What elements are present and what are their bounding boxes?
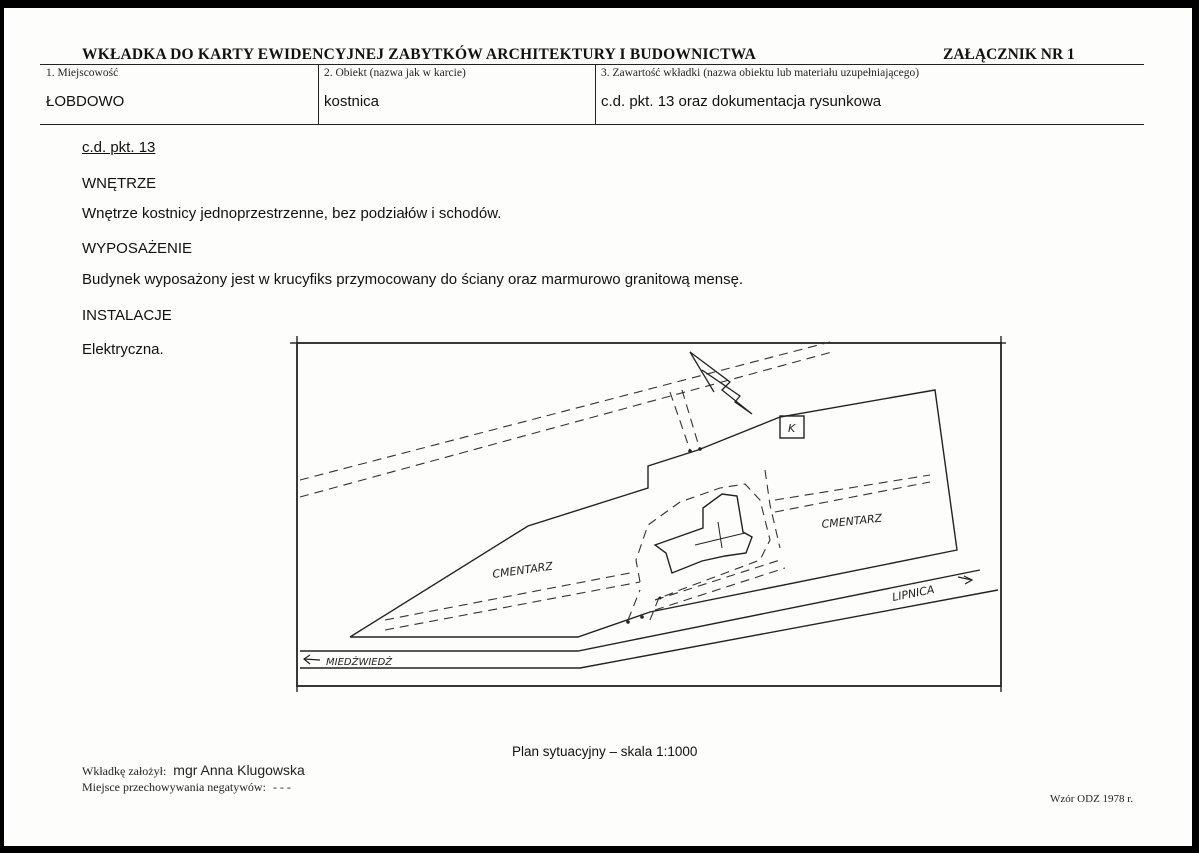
plan-label-building: K (788, 422, 796, 435)
installations-text: Elektryczna. (82, 341, 164, 358)
field-label-contents: 3. Zawartość wkładki (nazwa obiektu lub materiału uzupełniającego) (601, 67, 920, 79)
author-name: mgr Anna Klugowska (173, 762, 305, 778)
annex-number: ZAŁĄCZNIK NR 1 (943, 46, 1075, 63)
plan-frame (297, 343, 1001, 686)
equipment-text: Budynek wyposażony jest w krucyfiks przymocowany do ściany oraz marmurowo granitową mensę. (82, 271, 744, 288)
plan-label-road-right: LIPNICA (891, 583, 936, 604)
field-label-locality: 1. Miejscowość (46, 67, 119, 79)
negatives-label: Miejsce przechowywania negatywów: (82, 780, 266, 794)
installations-heading: INSTALACJE (82, 307, 172, 324)
document-title: WKŁADKA DO KARTY EWIDENCYJNEJ ZABYTKÓW ARCHITEKTURY I BUDOWNICTWA (82, 46, 757, 63)
north-arrow-symbol (690, 352, 752, 414)
field-label-object: 2. Obiekt (nazwa jak w karcie) (324, 67, 466, 79)
interior-heading: WNĘTRZE (82, 175, 157, 192)
equipment-heading: WYPOSAŻENIE (82, 240, 193, 257)
plan-label-cemetery-right: CMENTARZ (820, 511, 883, 531)
chapel-outline (655, 494, 752, 573)
field-value-contents: c.d. pkt. 13 oraz dokumentacja rysunkowa (601, 93, 882, 110)
plan-label-road-left: MIEDŹWIEDŹ (326, 657, 393, 668)
negatives-line (82, 780, 291, 795)
plan-label-cemetery-left: CMENTARZ (491, 559, 554, 581)
author-line (82, 762, 305, 779)
field-value-object: kostnica (324, 93, 380, 110)
negatives-value: - - - (272, 780, 291, 794)
template-note: Wzór ODZ 1978 r. (1050, 793, 1134, 805)
section-reference: c.d. pkt. 13 (82, 139, 156, 156)
field-value-locality: ŁOBDOWO (46, 93, 125, 110)
plan-caption: Plan sytuacyjny – skala 1:1000 (512, 744, 698, 759)
interior-text: Wnętrze kostnicy jednoprzestrzenne, bez podziałów i schodów. (82, 205, 502, 222)
author-label: Wkładkę założył: (82, 764, 167, 778)
